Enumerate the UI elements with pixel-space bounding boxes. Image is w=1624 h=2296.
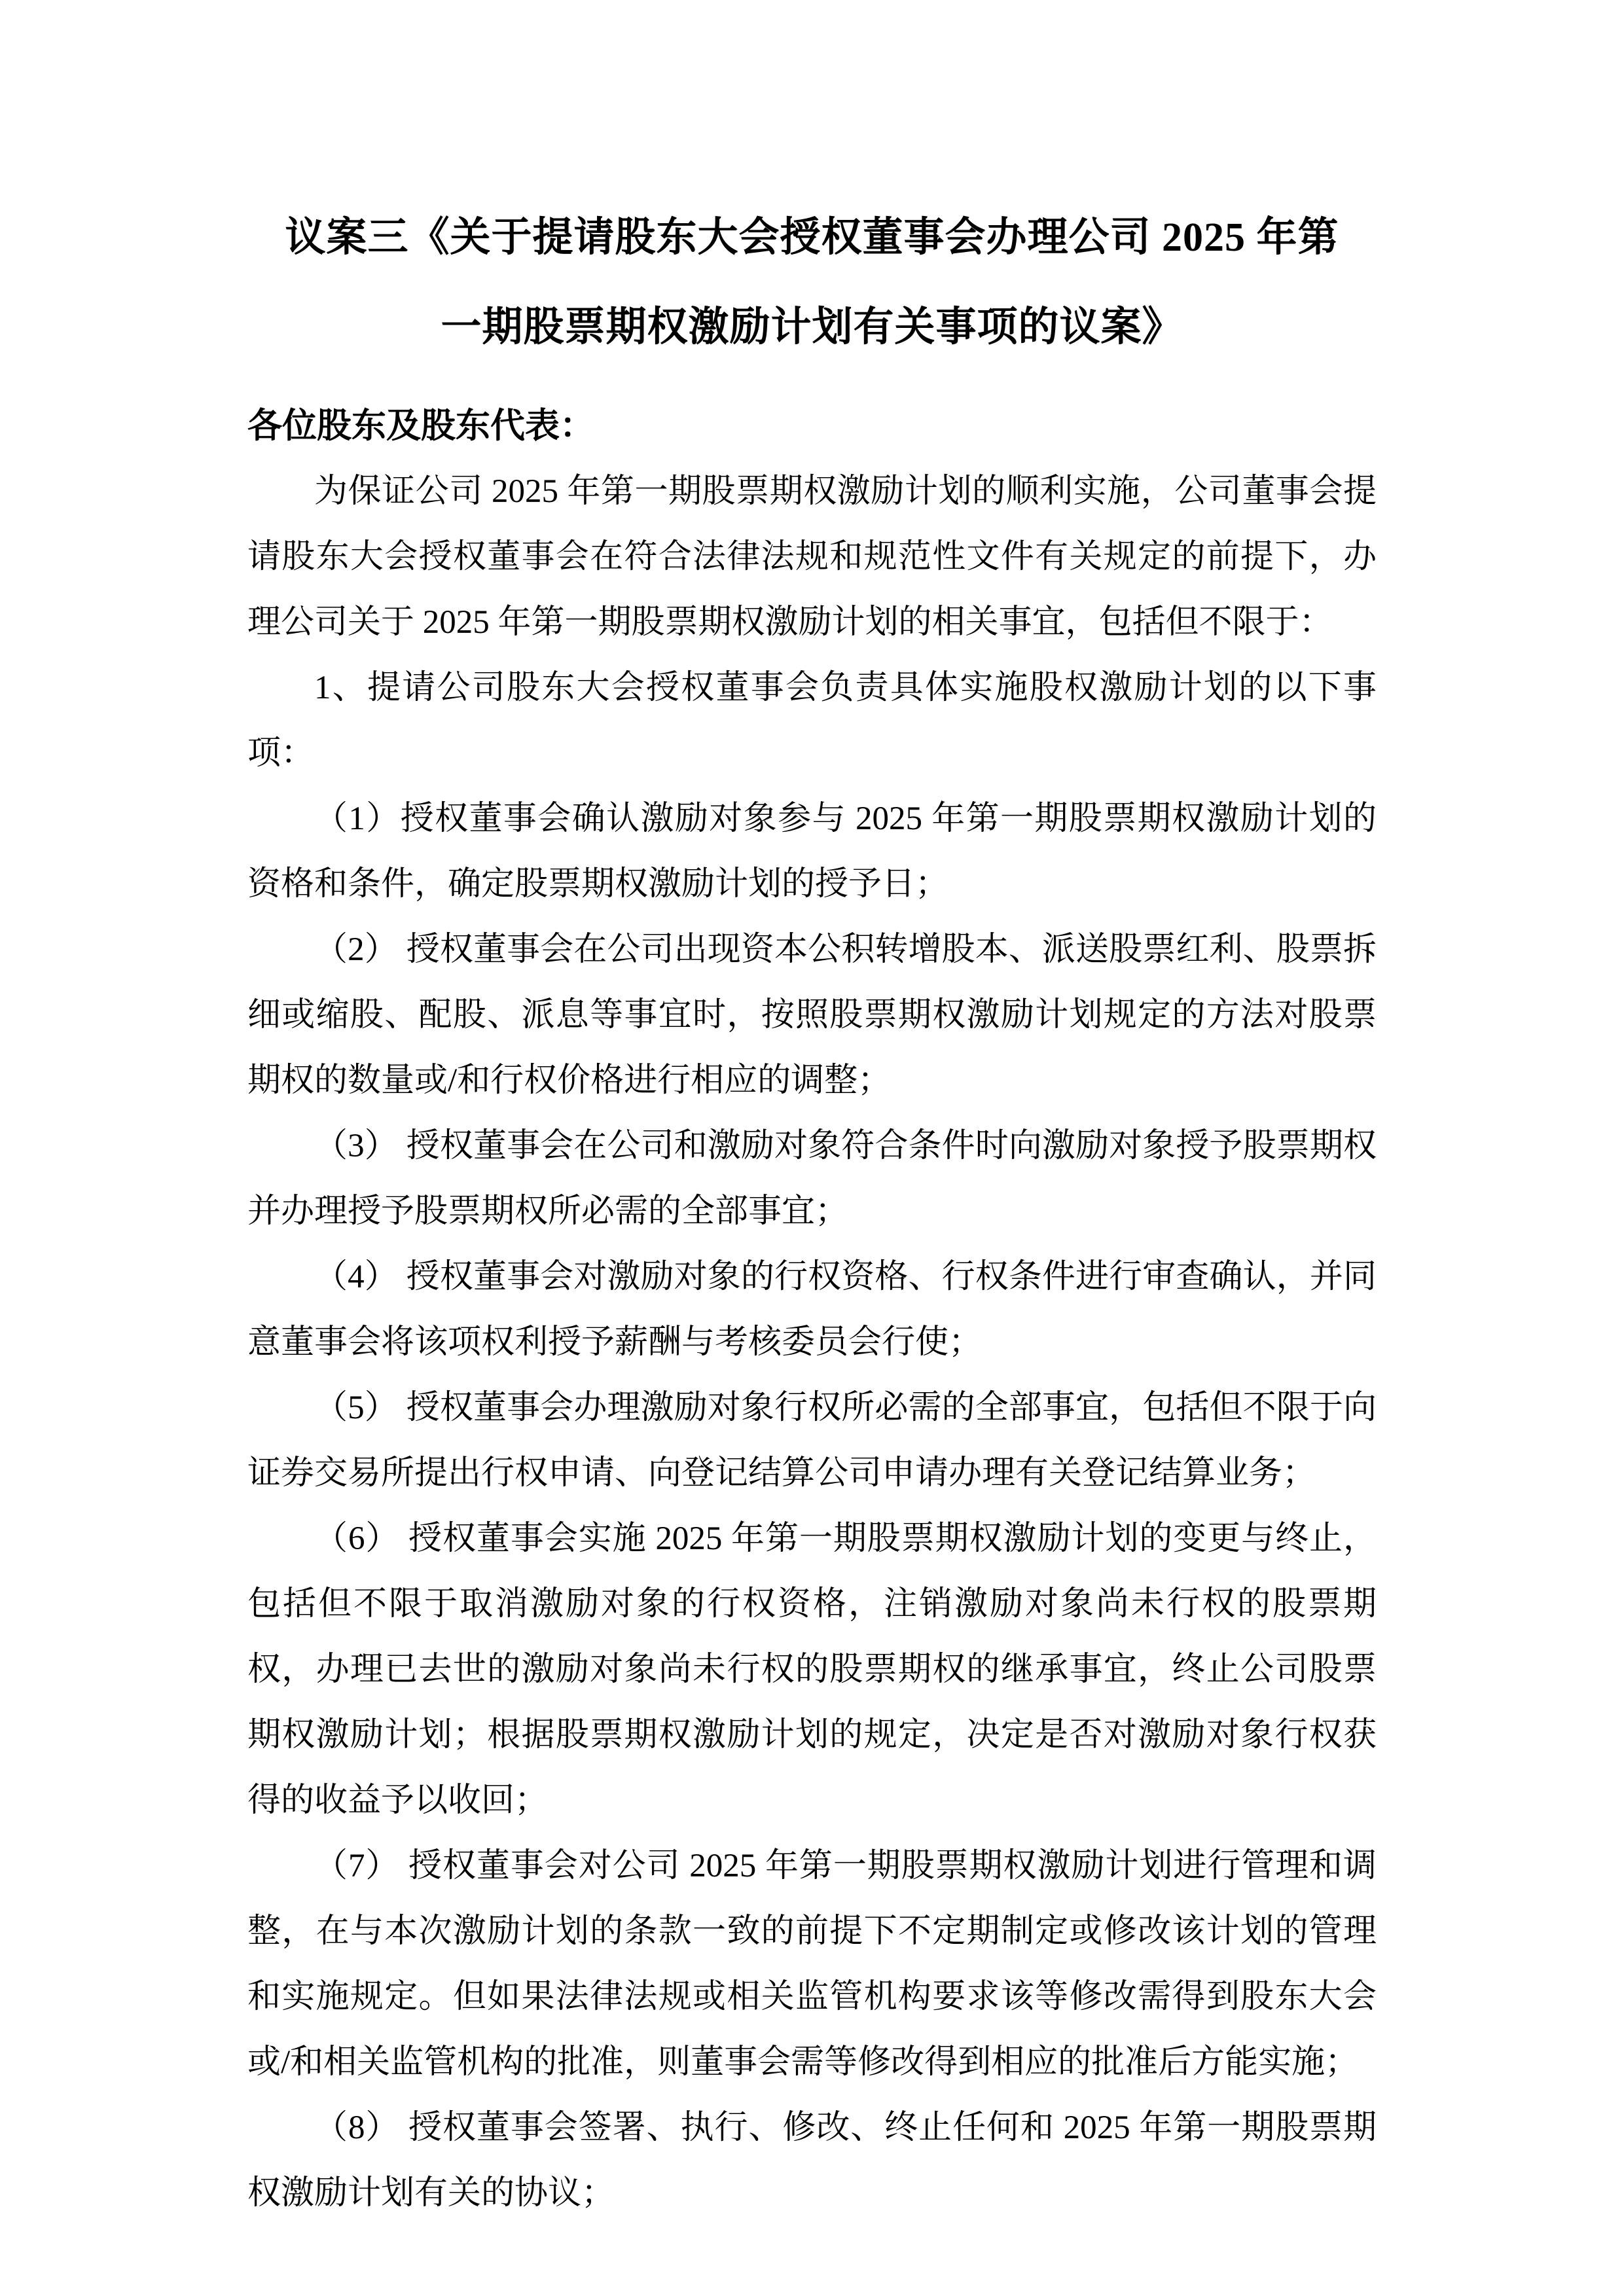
paragraph-sub-1: （1）授权董事会确认激励对象参与 2025 年第一期股票期权激励计划的资格和条件，确定股票期权激励计划的授予日；	[247, 800, 1377, 903]
paragraph-intro: 为保证公司 2025 年第一期股票期权激励计划的顺利实施，公司董事会提请股东大会授权董事会在符合法律法规和规范性文件有关规定的前提下，办理公司关于 2025 年第一期股票期权激励计划的相关事宜，包括但不限于：	[247, 473, 1377, 641]
paragraph-sub-8: （8） 授权董事会签署、执行、修改、终止任何和 2025 年第一期股票期权激励计划有关的协议；	[247, 2109, 1377, 2212]
document-title-line-1: 议案三《关于提请股东大会授权董事会办理公司 2025 年第	[285, 215, 1339, 260]
paragraph-sub-6: （6） 授权董事会实施 2025 年第一期股票期权激励计划的变更与终止，包括但不限于取消激励对象的行权资格，注销激励对象尚未行权的股票期权，办理已去世的激励对象尚未行权的股票期权的继承事宜，终止公司股票期权激励计划；根据股票期权激励计划的规定，决定是否对激励对象行权获得的收益予以收回；	[247, 1520, 1377, 1819]
paragraph-sub-5: （5） 授权董事会办理激励对象行权所必需的全部事宜，包括但不限于向证券交易所提出行权申请、向登记结算公司申请办理有关登记结算业务；	[247, 1390, 1377, 1492]
document-body	[247, 459, 1377, 2226]
salutation: 各位股东及股东代表：	[247, 407, 594, 445]
paragraph-sub-2: （2） 授权董事会在公司出现资本公积转增股本、派送股票红利、股票拆细或缩股、配股、派息等事宜时，按照股票期权激励计划规定的方法对股票期权的数量或/和行权价格进行相应的调整；	[247, 931, 1377, 1099]
paragraph-item-1: 1、提请公司股东大会授权董事会负责具体实施股权激励计划的以下事项：	[247, 670, 1377, 772]
paragraph-sub-3: （3） 授权董事会在公司和激励对象符合条件时向激励对象授予股票期权并办理授予股票期权所必需的全部事宜；	[247, 1128, 1377, 1230]
document-content	[247, 193, 1377, 2226]
document-title-line-2: 一期股票期权激励计划有关事项的议案》	[441, 305, 1183, 350]
document-title	[247, 193, 1377, 372]
paragraph-sub-7: （7） 授权董事会对公司 2025 年第一期股票期权激励计划进行管理和调整，在与本次激励计划的条款一致的前提下不定期制定或修改该计划的管理和实施规定。但如果法律法规或相关监管机构要求该等修改需得到股东大会或/和相关监管机构的批准，则董事会需等修改得到相应的批准后方能实施；	[247, 1848, 1377, 2081]
paragraph-sub-4: （4） 授权董事会对激励对象的行权资格、行权条件进行审查确认，并同意董事会将该项权利授予薪酬与考核委员会行使；	[247, 1259, 1377, 1361]
